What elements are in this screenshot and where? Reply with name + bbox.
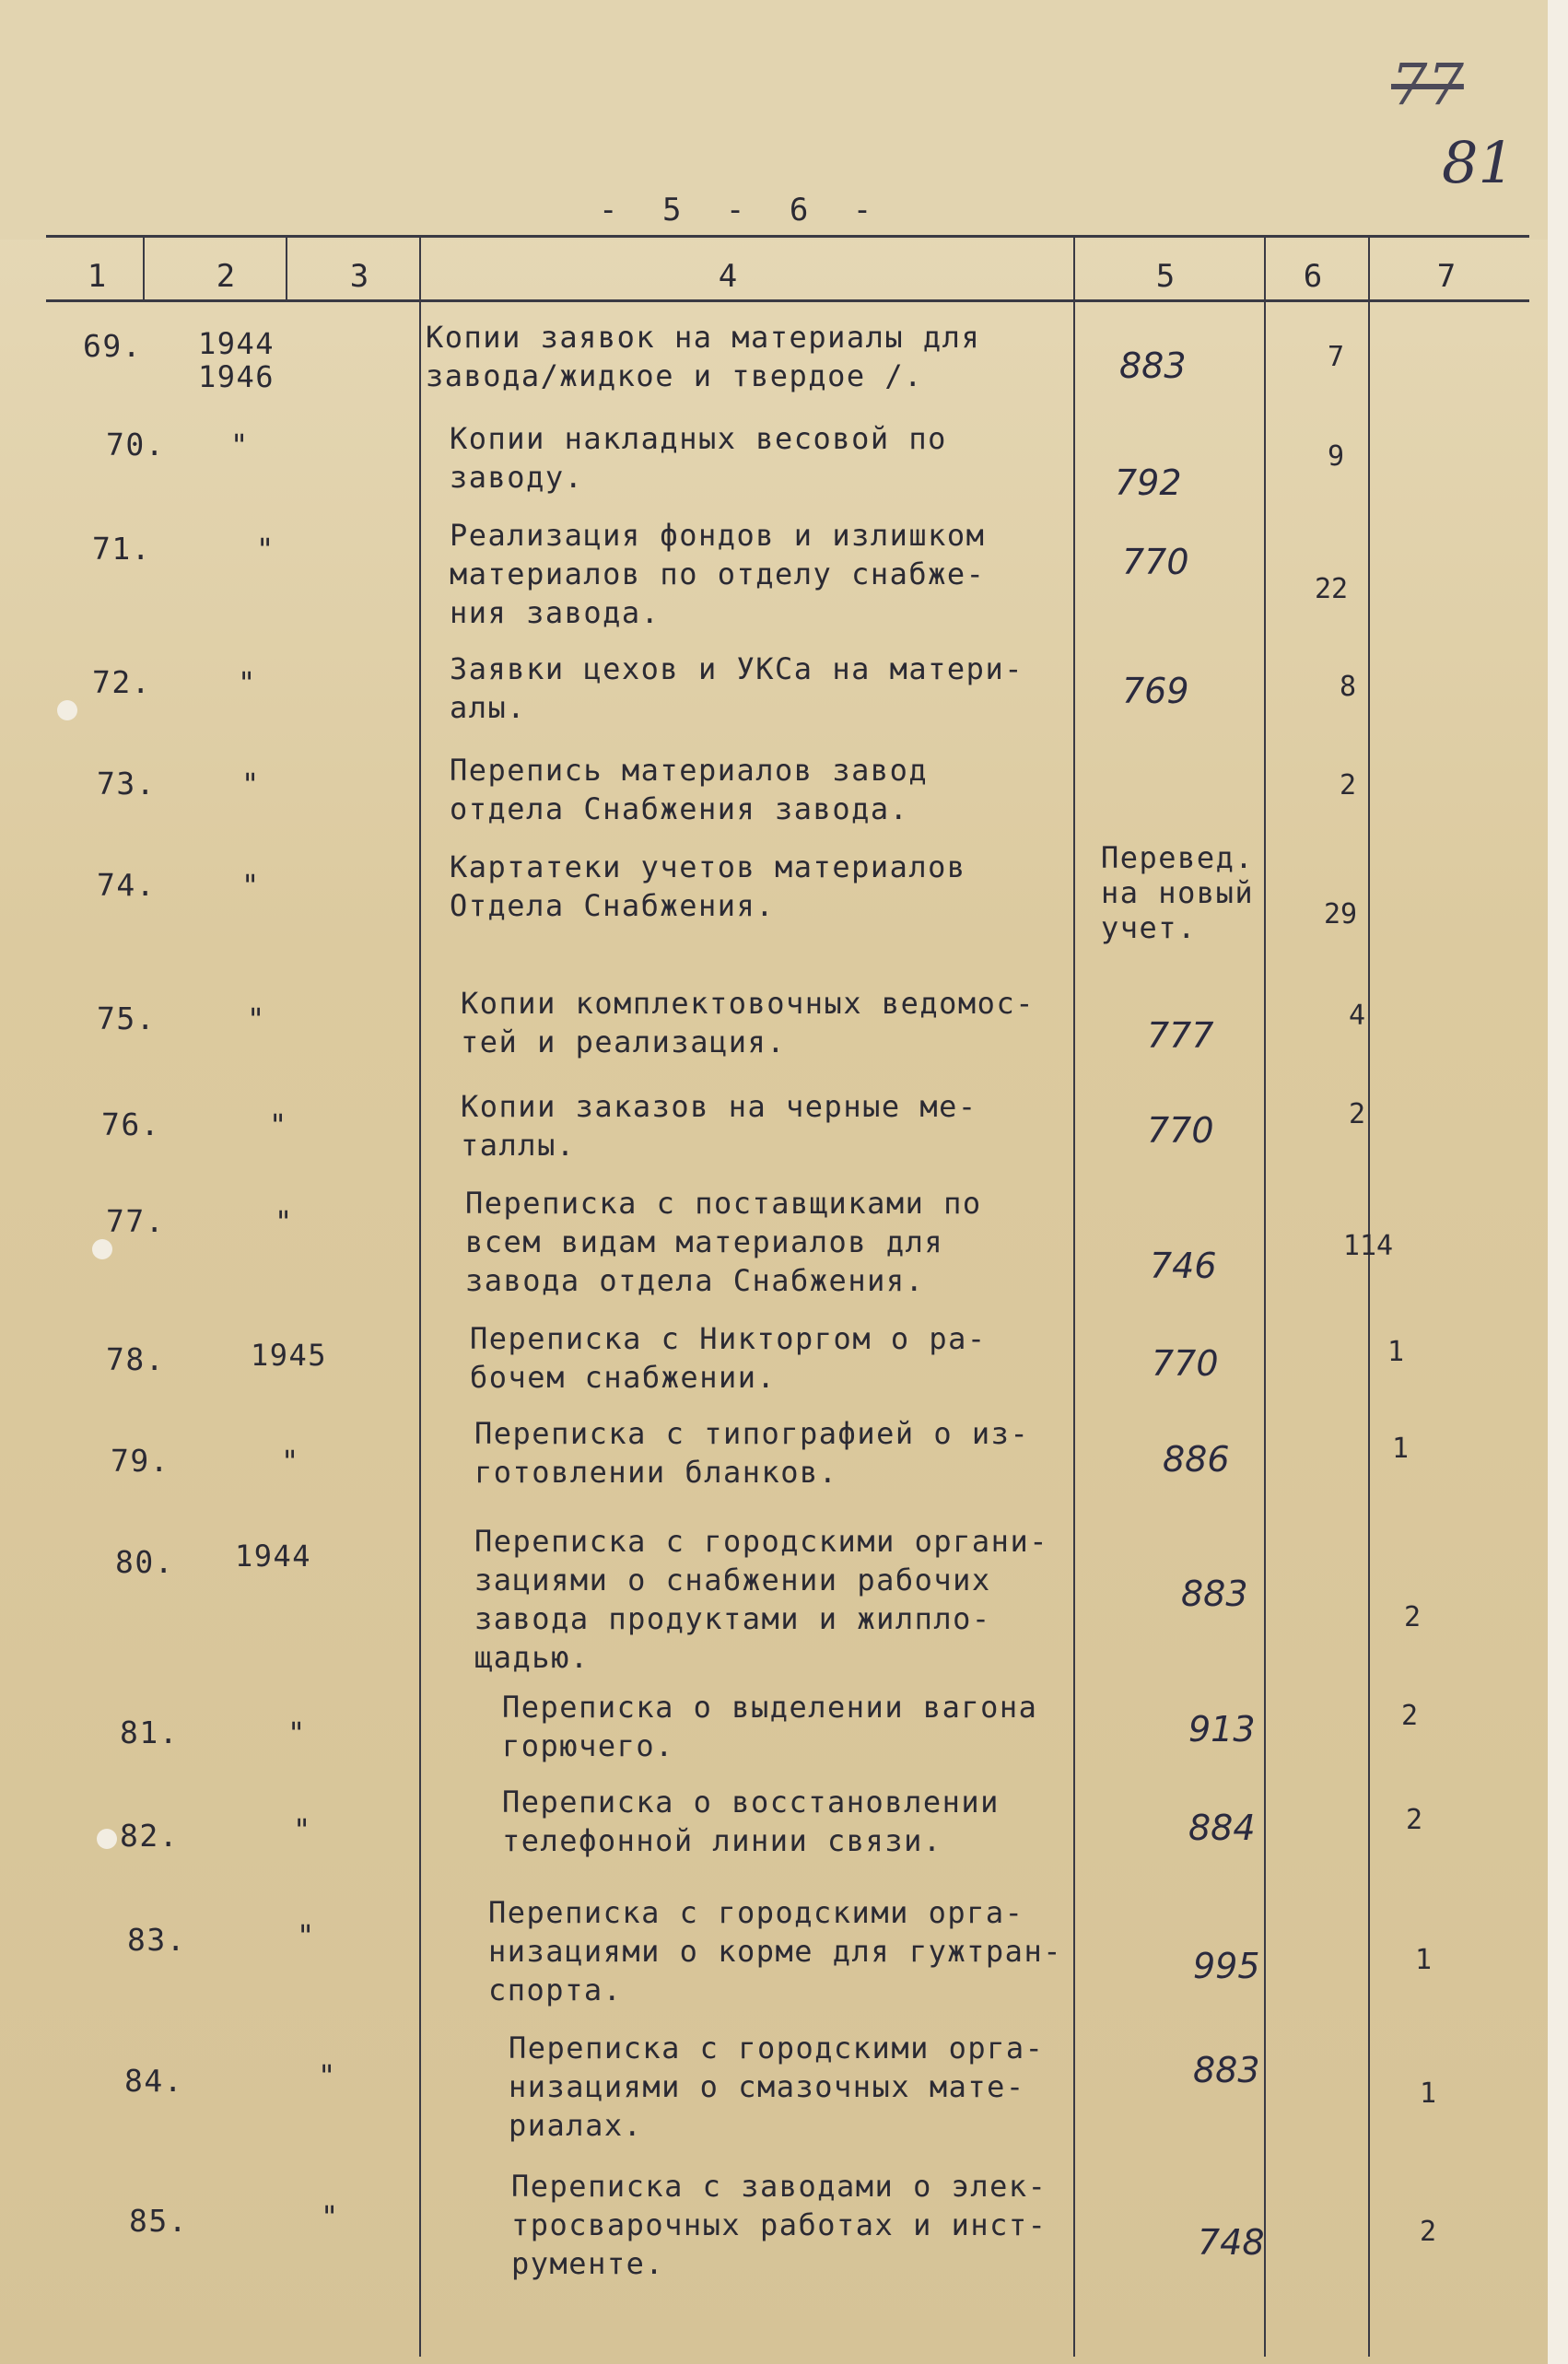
row-number: 70.: [106, 427, 166, 462]
row-title: Переписка с типографией о из- готовлении бланков.: [474, 1416, 1030, 1490]
row-title: Переписка о выделении вагона горючего.: [502, 1690, 1038, 1763]
row-title: Копии накладных весовой по заводу.: [450, 421, 947, 495]
row-sheets: Перевед. на новый учет.: [1101, 840, 1255, 945]
row-sheets: 770: [1122, 542, 1189, 582]
row-year: ": [293, 1812, 312, 1847]
row-number: 76.: [101, 1106, 161, 1142]
row-sheets: 995: [1193, 1946, 1260, 1986]
row-title: Перепись материалов завод отдела Снабжения завода.: [450, 753, 929, 826]
row-sheets: 769: [1122, 671, 1189, 711]
row-sheets: 883: [1181, 1574, 1248, 1614]
column-header-5: 5: [1155, 258, 1176, 295]
column-header-2: 2: [216, 258, 236, 295]
row-title: Копии комплектовочных ведомос- тей и реализация.: [461, 986, 1035, 1059]
row-year: ": [241, 767, 261, 802]
row-number: 71.: [92, 531, 152, 567]
row-year: ": [321, 2199, 340, 2234]
row-title: Переписка с поставщиками по всем видам материалов для завода отдела Снабжения.: [465, 1186, 982, 1298]
row-sheets: 884: [1188, 1808, 1256, 1848]
row-year: ": [297, 1918, 316, 1953]
row-title: Переписка с городскими орга- низациями о смазочных мате- риалах.: [509, 2030, 1045, 2143]
row-year: ": [275, 1204, 294, 1239]
row-number: 79.: [111, 1443, 170, 1479]
column-divider-2: [286, 238, 287, 302]
column-divider-1: [143, 238, 145, 302]
row-year: ": [281, 1444, 300, 1479]
row-title: Переписка о восстановлении телефонной линии связи.: [502, 1785, 1000, 1858]
row-sheets: 777: [1147, 1015, 1214, 1056]
row-year: 1945: [251, 1338, 328, 1373]
row-col6: 1: [1391, 1433, 1410, 1465]
row-year: ": [238, 665, 257, 700]
row-year: ": [318, 2058, 337, 2093]
row-number: 82.: [120, 1818, 180, 1854]
row-col6: 29: [1323, 898, 1358, 930]
row-col6: 4: [1348, 1000, 1366, 1032]
column-divider-6: [1368, 238, 1370, 2357]
row-sheets: 886: [1163, 1439, 1230, 1480]
row-col6: 2: [1403, 1601, 1422, 1633]
row-year: 1944 1946: [198, 326, 275, 394]
row-sheets: 770: [1152, 1343, 1219, 1384]
row-number: 81.: [120, 1714, 180, 1750]
column-header-6: 6: [1303, 258, 1323, 295]
row-number: 84.: [124, 2063, 184, 2099]
row-number: 73.: [97, 766, 157, 802]
page-number: - 5 - 6 -: [599, 192, 885, 228]
row-sheets: 746: [1150, 1246, 1217, 1286]
row-col6: 2: [1419, 2216, 1437, 2248]
row-title: Копии заявок на материалы для завода/жидкое и твердое /.: [426, 320, 981, 393]
row-sheets: 883: [1119, 345, 1187, 386]
row-year: ": [287, 1715, 307, 1750]
row-year: ": [247, 1001, 266, 1036]
row-sheets: 748: [1198, 2222, 1265, 2263]
row-title: Картатеки учетов материалов Отдела Снабжения.: [450, 849, 966, 923]
row-year: ": [241, 868, 261, 903]
row-year: 1944: [235, 1539, 312, 1574]
row-col6: 2: [1405, 1804, 1423, 1836]
column-header-4: 4: [718, 258, 738, 295]
column-divider-3: [419, 238, 421, 2357]
row-col6: 2: [1348, 1098, 1366, 1130]
row-col6: 2: [1400, 1700, 1419, 1732]
row-col6: 114: [1342, 1230, 1394, 1262]
row-title: Реализация фондов и излишком материалов по отделу снабже- ния завода.: [450, 518, 986, 630]
row-sheets: 792: [1115, 462, 1182, 503]
row-year: ": [256, 532, 275, 567]
punch-hole: [97, 1829, 117, 1849]
column-divider-5: [1264, 238, 1266, 2357]
table-top-rule: [46, 235, 1529, 238]
row-col6: 1: [1414, 1944, 1433, 1976]
row-number: 83.: [127, 1922, 187, 1958]
archive-number-old: 77: [1391, 51, 1464, 118]
row-sheets: 883: [1193, 2050, 1260, 2090]
page-edge: [1548, 0, 1568, 2364]
row-year: ": [269, 1107, 288, 1142]
table-header-rule: [46, 299, 1529, 302]
row-col6: 8: [1339, 671, 1357, 703]
row-number: 74.: [97, 867, 157, 903]
row-number: 75.: [97, 1001, 157, 1036]
row-number: 69.: [83, 328, 143, 364]
column-header-3: 3: [349, 258, 369, 295]
archive-number-new: 81: [1442, 129, 1515, 196]
row-number: 80.: [115, 1544, 175, 1580]
row-title: Переписка с Никторгом о ра- бочем снабжении.: [470, 1321, 987, 1395]
column-divider-4: [1073, 238, 1075, 2357]
row-number: 85.: [129, 2203, 189, 2239]
row-title: Переписка с городскими орга- низациями о корме для гужтран- спорта.: [488, 1895, 1062, 2007]
row-title: Заявки цехов и УКСа на матери- алы.: [450, 651, 1024, 725]
row-col6: 1: [1387, 1336, 1405, 1368]
row-title: Копии заказов на черные ме- таллы.: [461, 1089, 977, 1163]
row-title: Переписка с городскими органи- зациями о снабжении рабочих завода продуктами и жилпло- щадью.: [474, 1524, 1048, 1675]
row-col6: 9: [1327, 440, 1345, 473]
punch-hole: [57, 700, 77, 720]
row-sheets: 913: [1188, 1709, 1256, 1750]
row-number: 77.: [106, 1203, 166, 1239]
row-col6: 1: [1419, 2077, 1437, 2110]
row-sheets: 770: [1147, 1110, 1214, 1151]
column-header-7: 7: [1436, 258, 1457, 295]
row-title: Переписка с заводами о элек- тросварочных работах и инст- рументе.: [511, 2169, 1047, 2281]
row-col6: 22: [1314, 573, 1349, 605]
row-year: ": [230, 427, 250, 462]
row-col6: 7: [1327, 341, 1345, 373]
row-col6: 2: [1339, 769, 1357, 802]
punch-hole: [92, 1239, 112, 1259]
row-number: 78.: [106, 1341, 166, 1377]
row-number: 72.: [92, 664, 152, 700]
column-header-1: 1: [87, 258, 107, 295]
